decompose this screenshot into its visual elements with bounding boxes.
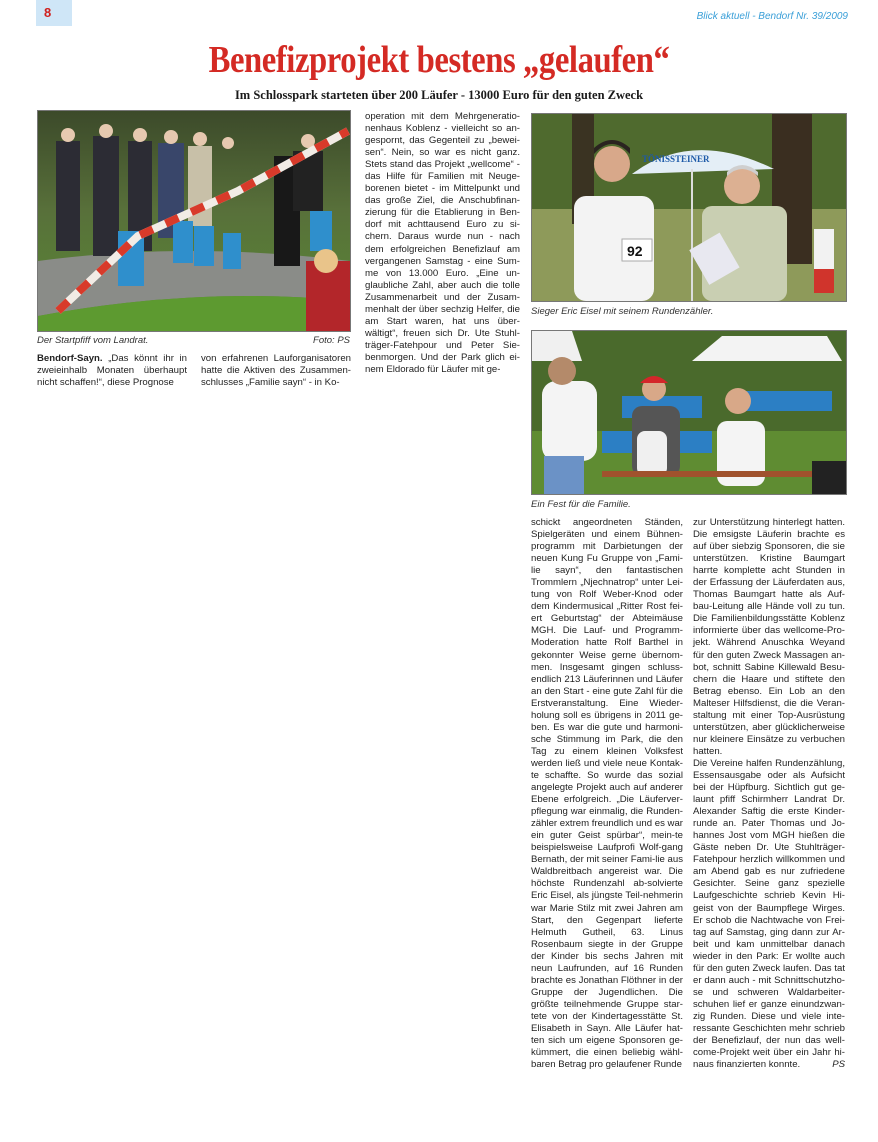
article-column-1	[37, 353, 187, 389]
issue-label: Blick aktuell - Bendorf Nr. 39/2009	[696, 11, 848, 22]
column-5a-text: zur Unterstützung hinterlegt hatten. Die emsigste Läuferin brachte es auf über siebzig Sponsoren, die sie unterstützen. Kristine Baumgart harrte komplette acht Stunden in der Erfassung der Läuferdaten aus, Thomas Baumgart hatte als Auf-bau-Leitung alle Hände voll zu tun. Die Familienbildungsstätte Koblenz informierte über das wellcome-Pro-jekt. Während Anuschka Weyand für den guten Zweck Massagen an-bot, schnitt Sabine Killewald Besu-chern die Haare und stiftete den Betrag ebenso. Ein Lob an den Malteser Hilfsdienst, die die Veran-staltung mit einer Top-Ausrüstung unterstützen, aber glücklicherweise nur kleinere Einsätze zu verbuchen hatten.	[693, 517, 845, 757]
photo-family	[531, 330, 847, 495]
column-5b-text: Die Vereine halfen Rundenzählung, Essensausgabe oder als Aufsicht bei der Hüpfburg. Sichtlich gut ge-launt pfiff Schirmherr Landrat Dr. Alexander Saftig die erste Kinder-runde an. Pater Thomas und Jo-hannes Jost vom MGH hießen die Gäste neben Dr. Ute Stuhlträger-Fatehpour herzlich willkommen und am Abend gab es nur zufriedene Gesichter. Seine ganz spezielle Laufgeschichte schrieb Kevin Hi-geist von der Baumpflege Wirges. Er schob die Nachtwache von Frei-tag auf Samstag, ging dann zur Ar-beit und kam unmittelbar danach wieder in den Park: Er wollte auch für den guten Zweck laufen. Das tat er dann auch - mit Schnittschutzho-se und schweren Waldarbeiter-schuhen lief er ganze einundzwan-zig Runden. Diese und viele inte-ressante Geschichten mehr schrieb der Benefizlauf, der nun das well-come-Projekt weit über ein Jahr hi-naus finanzierten konnte.	[693, 757, 845, 1071]
photo-start	[37, 110, 351, 332]
start-photo-illustration	[38, 111, 350, 331]
bib-number: 92	[627, 243, 643, 259]
column-3-text: operation mit dem Mehrgeneratio-nenhaus Koblenz - vielleicht so an-gespornt, das Gegenteil zu „bewei-sen“. Nein, so war es nicht ganz. Stets stand das Projekt „wellcome“ - das Hilfe für Familien mit Neuge-borenen bietet - im Mittelpunkt und das große Ziel, die Anschubfinan-zierung für die Etablierung in Ben-dorf mit achttausend Euro zu si-chern. Daraus wurde nun - nach dem erfolgreichen Benefizlauf am vergangenen Samstag - eine Sum-me von 13.000 Euro. „Eine un-glaubliche Zahl, aber auch die tolle Zusammenarbeit und der Zusam-menhalt der über sechzig Helfer, die am Start waren, hat uns über-wältigt“, freuen sich Dr. Ute Stuhl-träger-Fatehpour und Peter Sie-benmorgen. Und der Park glich ei-nem Eldorado für Läufer mit ge-	[365, 111, 520, 375]
article-column-5	[693, 517, 845, 1071]
photo-credit: Foto: PS	[313, 335, 350, 346]
page-number: 8	[36, 0, 72, 26]
article-column-3	[365, 111, 520, 376]
photo-caption-start: Der Startpfiff vom Landrat.	[37, 335, 149, 346]
lead-location: Bendorf-Sayn.	[37, 353, 103, 364]
family-photo-illustration	[532, 331, 846, 494]
headline: Benefizprojekt bestens „gelaufen“	[208, 39, 670, 81]
photo-caption-winner: Sieger Eric Eisel mit seinem Rundenzähler.	[531, 306, 714, 317]
column-4-text: schickt angeordneten Ständen, Spielgeräten und einem Bühnen-programm mit Darbietungen der neuen Kung Fu Gruppe von „Fami-lie sayn“, den fantastischen Trommlern „Njechnatrop“ unter Lei-tung von Rolf Weber-Knod oder dem Kindermusical „Ritter Rost fei-ert Geburtstag“ der Abteimäuse MGH. Die Lauf- und Programm-Moderation hatte Rolf Barthel in gekonnter Weise gerne übernom-men. Insgesamt gingen schluss-endlich 213 Läuferinnen und Läufer an den Start - eine gute Zahl für die Erstveranstaltung. Eine Wieder-holung soll es übrigens in 2011 ge-ben. Es war die gute und harmoni-sche Stimmung im Park, die den Tag zu einem kleinen Volksfest werden ließ und viele neue Kontak-te schaffte. So wurde das sozial angelegte Projekt auch auf anderer Ebene erfolgreich. „Die Läuferver-pflegung war einmalig, die Runden-zähler extrem freundlich und es war ein guter Geist spürbar“, mein-te beispielsweise Laufprofi Wolf-gang Bernath, der mit seiner Fami-lie aus Waldbreitbach angereist war. Die höchste Rundenzahl ab-solvierte Eric Eisel, als jüngste Teil-nehmerin war Marie Stilz mit zwei Jahren am Start, den Gegenpart lieferte Helmuth Gutheil, 63. Linus Rosenbaum siegte in der Gruppe der Kinder bis sechs Jahren mit neun Laufrunden, auf 16 Runden brachte es Jonathan Flöthner in der Gruppe der Jugendlichen. Die größte teilnehmende Gruppe star-tete von der Kindertagesstätte St. Elisabeth in Sayn. Alle Läufer hat-ten sich um eigene Sponsoren ge-kümmert, die einen beliebig wähl-baren Betrag pro gelaufener Runde	[531, 517, 683, 1071]
column-1-text: „Das könnt ihr in zweieinhalb Monaten überhaupt nicht schaffen!“, diese Prognose	[37, 353, 187, 389]
winner-photo-illustration	[532, 114, 846, 301]
article-column-4	[531, 517, 683, 1071]
subheadline: Im Schlosspark starteten über 200 Läufer - 13000 Euro für den guten Zweck	[234, 88, 644, 102]
photo-caption-family: Ein Fest für die Familie.	[531, 499, 631, 510]
column-2-text: von erfahrenen Lauforganisatoren hatte die Aktiven des Zusammen-schlusses „Familie sayn“ - in Ko-	[201, 353, 351, 389]
umbrella-logo: TÖNISSTEINER	[642, 154, 710, 164]
author-signature: PS	[832, 1059, 845, 1071]
article-column-2	[201, 353, 351, 389]
photo-winner	[531, 113, 847, 302]
